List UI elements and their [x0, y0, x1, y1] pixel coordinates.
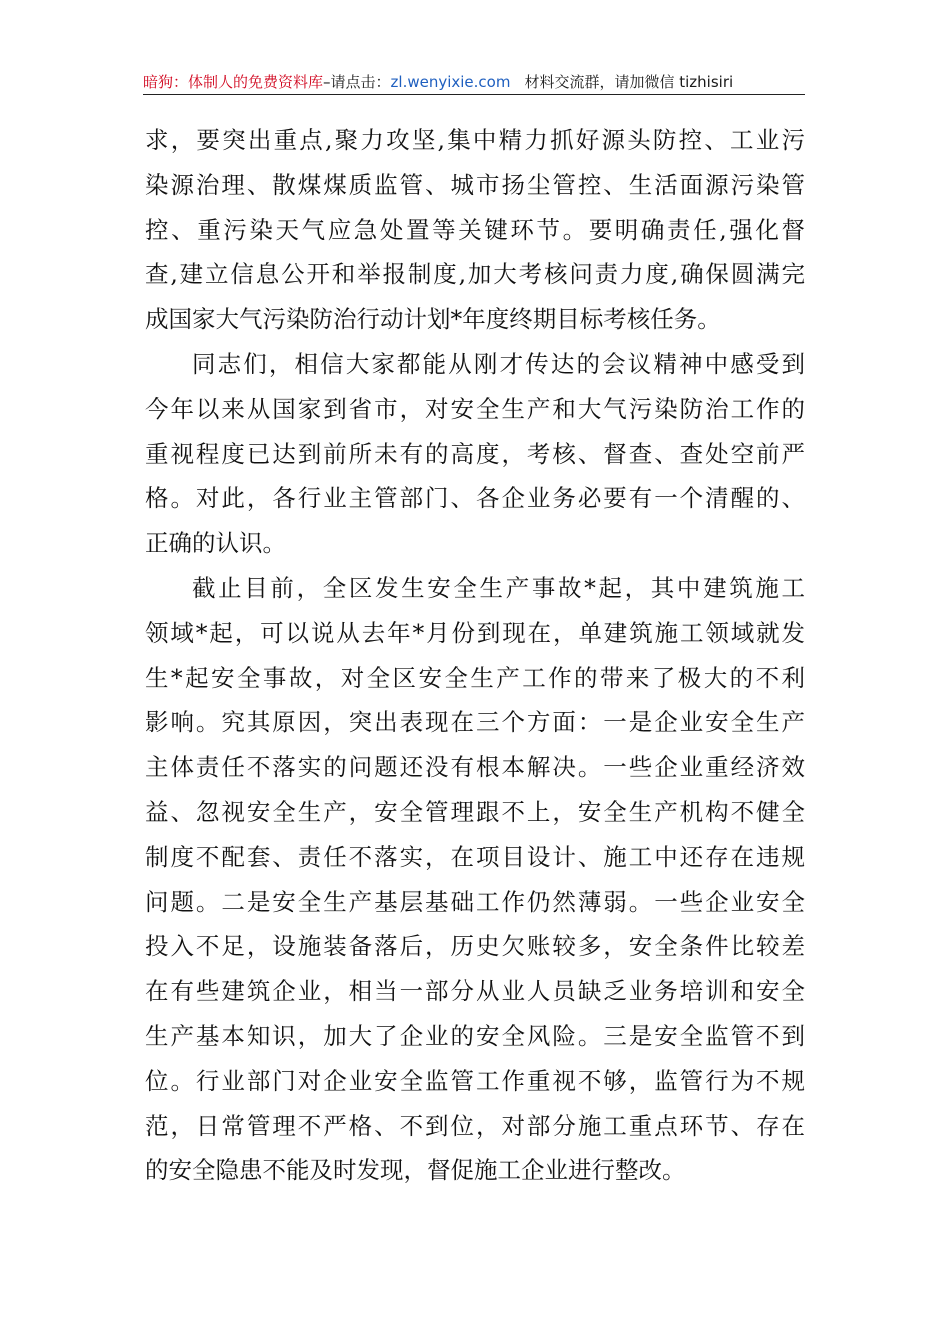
paragraph-accidents: [145, 566, 805, 1193]
text-line: 范，日常管理不严格、不到位，对部分施工重点环节、存在: [145, 1111, 805, 1140]
header-site-name: 暗狗：体制人的免费资料库: [143, 73, 324, 91]
text-line: 控、重污染天气应急处置等关键环节。要明确责任,强化督: [145, 215, 805, 244]
header-url-link[interactable]: zl.wenyixie.com: [390, 73, 511, 91]
text-line: 成国家大气污染防治行动计划*年度终期目标考核任务。: [145, 305, 721, 334]
text-line: 重视程度已达到前所未有的高度，考核、督查、查处空前严: [145, 439, 805, 468]
paragraph-continuation: [145, 118, 805, 342]
text-line: 位。行业部门对企业安全监管工作重视不够，监管行为不规: [145, 1066, 805, 1095]
text-line: 主体责任不落实的问题还没有根本解决。一些企业重经济效: [145, 753, 805, 782]
text-line: 领域*起，可以说从去年*月份到现在，单建筑施工领域就发: [145, 618, 805, 647]
header-divider: [143, 94, 805, 95]
document-body: [145, 118, 805, 1193]
text-line: 求，要突出重点,聚力攻坚,集中精力抓好源头防控、工业污: [145, 126, 805, 154]
text-line: 正确的认识。: [145, 529, 286, 558]
header-click-prompt: –请点击：: [323, 73, 391, 91]
text-line: 今年以来从国家到省市，对安全生产和大气污染防治工作的: [145, 394, 805, 423]
paragraph-comrades: [145, 342, 805, 566]
header-wechat-note: 材料交流群，请加微信 tizhisiri: [524, 73, 734, 91]
page-header: [143, 70, 805, 94]
text-line: 查,建立信息公开和举报制度,加大考核问责力度,确保圆满完: [145, 260, 805, 289]
text-line: 的安全隐患不能及时发现，督促施工企业进行整改。: [145, 1156, 686, 1185]
text-line: 同志们，相信大家都能从刚才传达的会议精神中感受到: [192, 349, 805, 378]
text-line: 在有些建筑企业，相当一部分从业人员缺乏业务培训和安全: [145, 977, 805, 1006]
text-line: 格。对此，各行业主管部门、各企业务必要有一个清醒的、: [145, 484, 805, 513]
text-line: 投入不足，设施装备落后，历史欠账较多，安全条件比较差: [145, 932, 805, 961]
text-line: 制度不配套、责任不落实，在项目设计、施工中还存在违规: [145, 842, 805, 871]
text-line: 问题。二是安全生产基层基础工作仍然薄弱。一些企业安全: [145, 887, 805, 916]
text-line: 生*起安全事故，对全区安全生产工作的带来了极大的不利: [145, 663, 805, 692]
text-line: 染源治理、散煤煤质监管、城市扬尘管控、生活面源污染管: [145, 170, 805, 199]
text-line: 影响。究其原因，突出表现在三个方面：一是企业安全生产: [145, 708, 805, 737]
text-line: 益、忽视安全生产，安全管理跟不上，安全生产机构不健全: [145, 797, 805, 826]
text-line: 截止目前，全区发生安全生产事故*起，其中建筑施工: [192, 573, 805, 602]
text-line: 生产基本知识，加大了企业的安全风险。三是安全监管不到: [145, 1021, 805, 1050]
